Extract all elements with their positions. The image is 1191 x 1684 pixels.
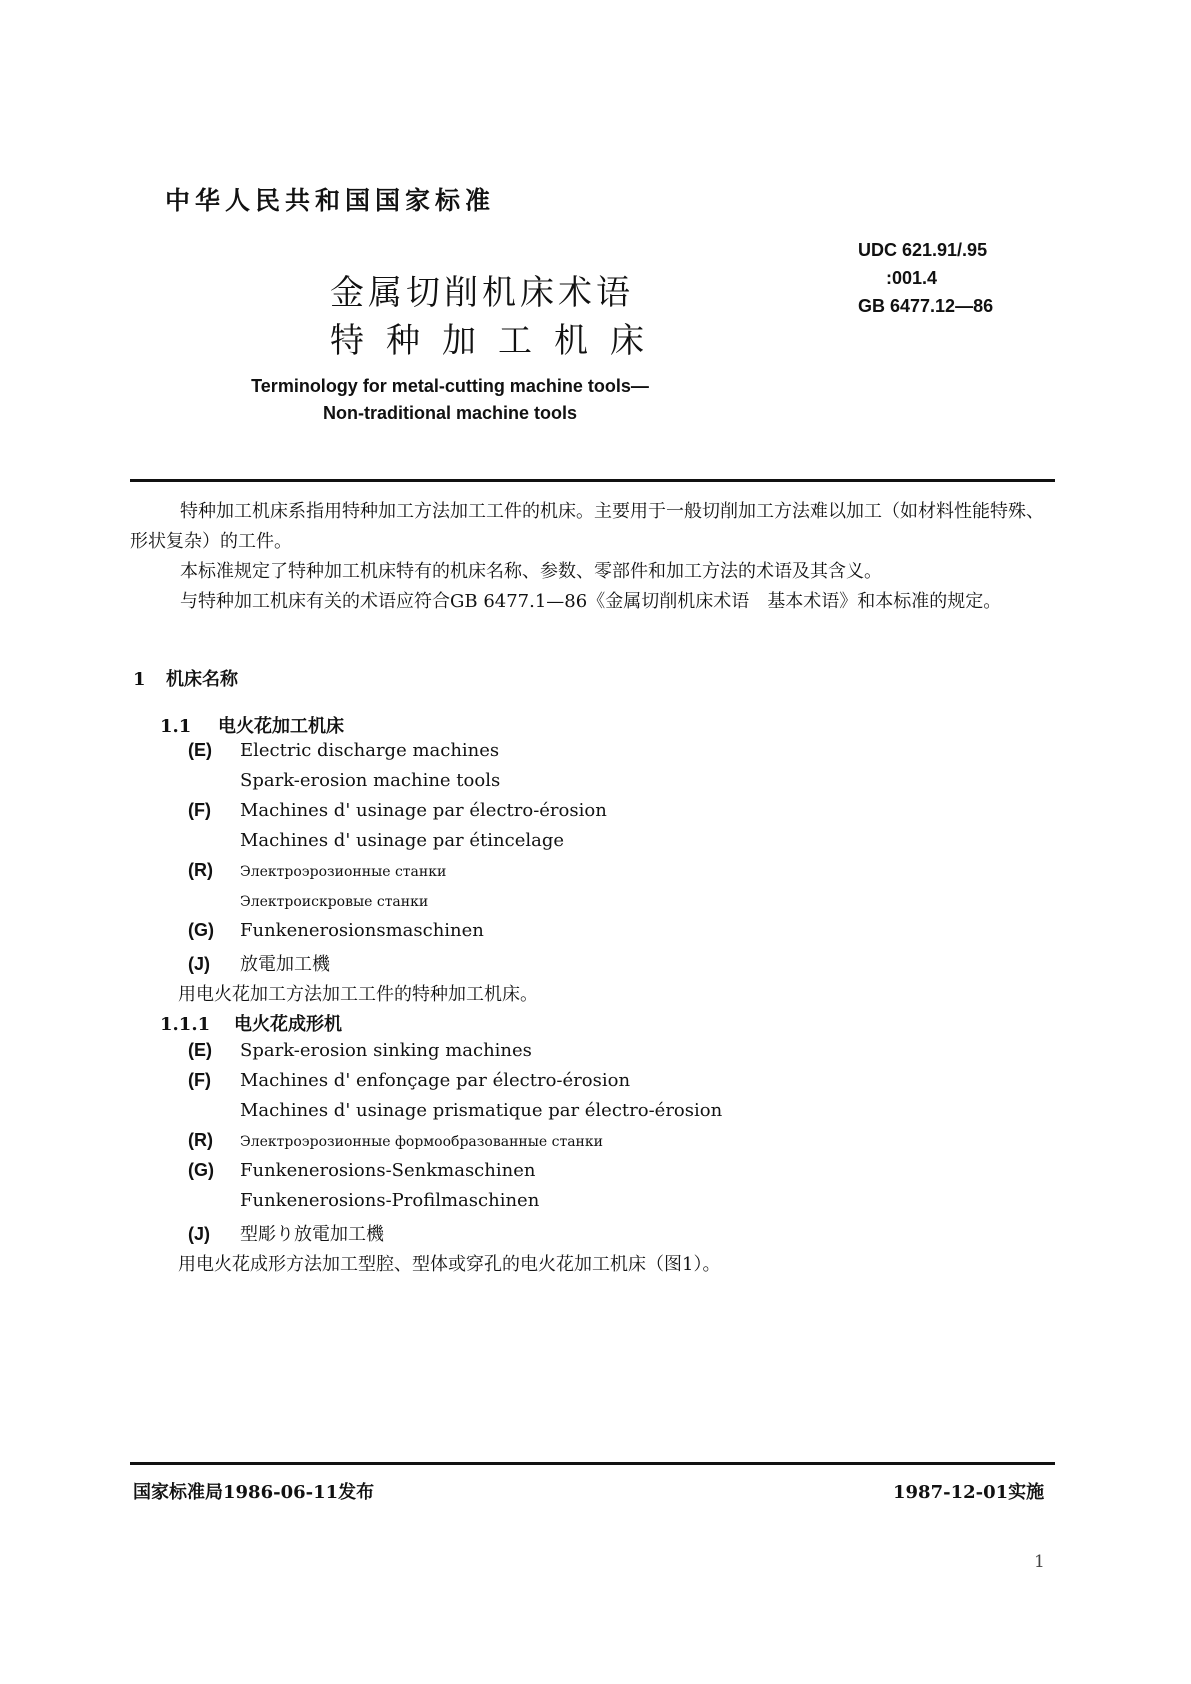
term-japanese-line-1 bbox=[188, 950, 330, 976]
term-french-line-1 bbox=[188, 800, 607, 821]
term-english-1: Electric discharge machines bbox=[240, 740, 500, 761]
term2-french-line-2 bbox=[188, 1100, 722, 1121]
section-1-1-1-number: 1.1.1 bbox=[160, 1014, 211, 1035]
term-russian-line-2 bbox=[188, 890, 428, 911]
term-russian-line-1 bbox=[188, 860, 446, 881]
section-1-heading bbox=[133, 665, 238, 691]
term2-english-1: Spark-erosion sinking machines bbox=[240, 1040, 532, 1061]
section-1-1-1-definition: 用电火花成形方法加工型腔、型体或穿孔的电火花加工机床（图1）。 bbox=[178, 1254, 721, 1275]
udc-code-line-1: UDC 621.91/.95 bbox=[858, 240, 988, 260]
lang-label-r: (R) bbox=[188, 1130, 213, 1150]
english-title-line-1: Terminology for metal-cutting machine tools— bbox=[251, 376, 649, 396]
term2-french-line-1 bbox=[188, 1070, 630, 1091]
lang-label-e: (E) bbox=[188, 1040, 212, 1060]
term-japanese-1: 放電加工機 bbox=[240, 954, 330, 975]
standard-codes bbox=[858, 236, 993, 320]
term2-russian-line-1 bbox=[188, 1130, 603, 1151]
lang-label-g: (G) bbox=[188, 920, 214, 940]
term2-japanese-1: 型彫り放電加工機 bbox=[240, 1224, 384, 1245]
lang-label-e: (E) bbox=[188, 740, 212, 760]
term2-french-1: Machines d' enfonçage par électro-érosion bbox=[240, 1070, 631, 1091]
intro-paragraph-2: 本标准规定了特种加工机床特有的机床名称、参数、零部件和加工方法的术语及其含义。 bbox=[180, 561, 882, 582]
lang-label-r: (R) bbox=[188, 860, 213, 880]
issue-date: 国家标准局1986-06-11发布 bbox=[133, 1482, 375, 1503]
lang-label-f: (F) bbox=[188, 1070, 211, 1090]
term-german-line-1 bbox=[188, 920, 484, 941]
english-title-line-2: Non-traditional machine tools bbox=[322, 403, 577, 423]
lang-label-g: (G) bbox=[188, 1160, 214, 1180]
term-english-2: Spark-erosion machine tools bbox=[240, 770, 501, 791]
intro-paragraph-3: 与特种加工机床有关的术语应符合GB 6477.1—86《金属切削机床术语 基本术语》和本标准的规定。 bbox=[180, 591, 1002, 612]
section-1-1-1-heading bbox=[160, 1010, 342, 1036]
term-russian-1: Электроэрозионные станки bbox=[240, 864, 447, 880]
term2-german-2: Funkenerosions-Profilmaschinen bbox=[240, 1190, 540, 1211]
page-number: 1 bbox=[1034, 1552, 1045, 1572]
header-divider bbox=[130, 479, 1055, 482]
term-french-1: Machines d' usinage par électro-érosion bbox=[240, 800, 607, 821]
lang-label-j: (J) bbox=[188, 1224, 210, 1244]
term-french-line-2 bbox=[188, 830, 564, 851]
section-1-1-number: 1.1 bbox=[160, 716, 192, 737]
gb-code: GB 6477.12—86 bbox=[858, 296, 994, 316]
lang-label-j: (J) bbox=[188, 954, 210, 974]
lang-label-f: (F) bbox=[188, 800, 211, 820]
term2-russian-1: Электроэрозионные формообразованные станки bbox=[240, 1134, 603, 1150]
section-1-1-title: 电火花加工机床 bbox=[218, 716, 344, 737]
term-french-2: Machines d' usinage par étincelage bbox=[240, 830, 565, 851]
section-1-1-heading bbox=[160, 712, 344, 738]
title-line-1: 金属切削机床术语 bbox=[330, 273, 634, 313]
intro-paragraph-1: 特种加工机床系指用特种加工方法加工工件的机床。主要用于一般切削加工方法难以加工（如材料性能特殊、形状复杂）的工件。 bbox=[130, 501, 1044, 552]
term2-japanese-line-1 bbox=[188, 1220, 384, 1246]
term2-english-line-1 bbox=[188, 1040, 532, 1061]
section-1-number: 1 bbox=[133, 669, 146, 690]
title-line-2: 特种加工机床 bbox=[330, 321, 666, 361]
term-english-line-1 bbox=[188, 740, 499, 761]
udc-code-line-2: :001.4 bbox=[886, 268, 938, 288]
term2-german-line-1 bbox=[188, 1160, 535, 1181]
section-1-1-1-title: 电火花成形机 bbox=[234, 1014, 342, 1035]
section-1-title: 机床名称 bbox=[166, 669, 238, 690]
term-english-line-2 bbox=[188, 770, 500, 791]
section-1-1-definition: 用电火花加工方法加工工件的特种加工机床。 bbox=[178, 984, 538, 1005]
term2-french-2: Machines d' usinage prismatique par électro-érosion bbox=[240, 1100, 723, 1121]
term-russian-2: Электроискровые станки bbox=[240, 894, 429, 910]
country-standard-heading: 中华人民共和国国家标准 bbox=[165, 186, 496, 215]
term2-german-line-2 bbox=[188, 1190, 539, 1211]
effective-date: 1987-12-01实施 bbox=[893, 1482, 1045, 1503]
footer-divider bbox=[130, 1462, 1055, 1465]
term-german-1: Funkenerosionsmaschinen bbox=[240, 920, 484, 941]
term2-german-1: Funkenerosions-Senkmaschinen bbox=[240, 1160, 536, 1181]
